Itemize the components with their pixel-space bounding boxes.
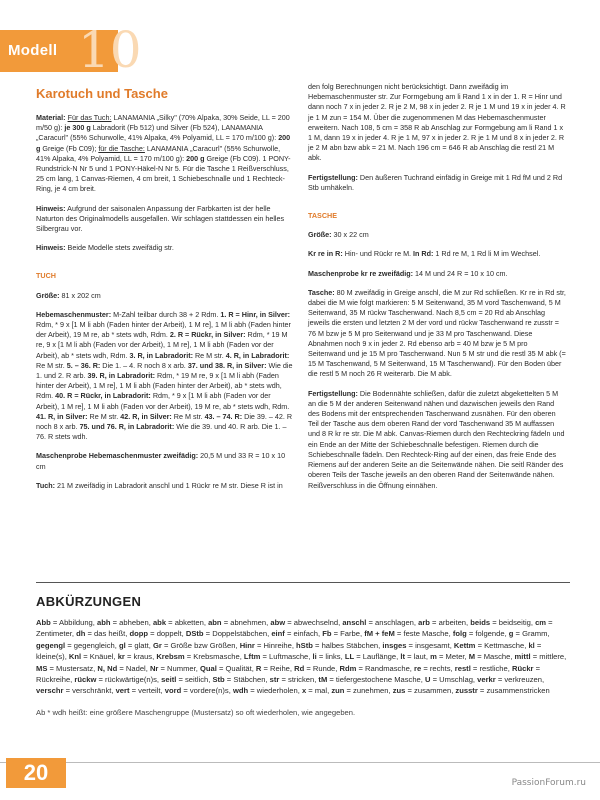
abbreviation-term: zusstr (455, 686, 478, 696)
abbreviation-item: zusstr = zusammenstricken (455, 686, 550, 696)
fert-text: Den äußeren Tuchrand einfädig in Greige mit 1 Rd fM und 2 Rd Stb umhäkeln. (308, 172, 563, 192)
abbreviation-item: M = Masche, (468, 652, 515, 662)
watermark: PassionForum.ru (511, 778, 586, 788)
heb-text: M-Zahl teilbar durch 38 + 2 Rdm. (111, 309, 221, 319)
abbreviation-term: dopp (129, 629, 149, 639)
tuch-label: Tuch: (36, 480, 56, 490)
abbreviation-item: Rd = Runde, (294, 663, 340, 673)
heb-text: Wie die 1. und 2. R arb. (36, 360, 293, 381)
abbreviation-item: verkr = verkreuzen, (477, 675, 545, 685)
abbreviation-item: einf = einfach, (271, 629, 323, 639)
material-tuch-label: Für das Tuch: (67, 113, 112, 122)
abbreviation-term: Fb (322, 629, 332, 639)
material-text: Greige (Fb C09). 1 PONY-Rundstrick-N Nr 5 und 1 PONY-Häkel-N Nr 5. Für die Tasche 1 Reißverschluss, 25 cm lang, 1 Canvas-Riemen, 4 cm breit, 1 Schiebeschnalle und 1 Rechteck-Ring, je 4 cm breit. (36, 153, 291, 194)
abbreviation-item: dh = das heißt, (76, 629, 130, 639)
heb-row: 40. R = Rückr, in Labradorit: (55, 391, 151, 401)
abbreviation-item: hStb = halbes Stäbchen, (296, 640, 383, 650)
abbreviation-item: abn = abnehmen, (208, 618, 271, 627)
abbreviation-item: LL = Lauflänge, (344, 652, 401, 662)
abbreviation-item: abh = abheben, (97, 618, 153, 627)
heb-text: Rdm, * 19 M re, 9 x [1 M li abh (Faden vor der Arbeit), 1 M re], 1 M li abh (Faden vor der Arbeit), ab * stets wdh, Rdm. (36, 330, 288, 360)
abbreviation-term: Qual (199, 663, 217, 673)
heb-text: Rdm, * 9 x [1 M li abh (Faden hinter der Arbeit), 1 M re], 1 M li abh (Faden hinter der Arbeit), 19 M re, ab * stets wdh, Rdm. (36, 320, 291, 340)
abbreviation-term: Kettm (453, 640, 476, 650)
mp-label: Maschenprobe kr re zweifädig: (308, 268, 414, 278)
abbreviation-item: Gr = Größe bzw Größen, (152, 640, 240, 650)
heb-row: 1. R = Hinr, in Silver: (220, 309, 291, 319)
heb-row: 3. R, in Labradorit: (129, 350, 193, 360)
abbreviation-term: beids (470, 618, 491, 627)
abbreviation-item: mittl = mittlere, (514, 652, 567, 662)
abbreviation-item: beids = beidseitig, (470, 618, 536, 627)
abbreviation-item: gegengl = gegengleich, (36, 640, 119, 650)
kr-label: Kr re in R: (308, 249, 343, 259)
abbreviation-term: wdh (232, 686, 249, 696)
heb-text: Die 39. – 42. R noch 8 x arb. (36, 411, 293, 432)
groesse-paragraph (36, 291, 294, 301)
heb-text: Die 1. – 4. R noch 8 x arb. (100, 360, 188, 370)
abbreviation-item: re = rechts, (414, 663, 455, 673)
maschenprobe-paragraph (308, 269, 566, 279)
tuch-heading: TUCH (36, 271, 56, 281)
abbreviation-term: abk (152, 618, 167, 627)
abbreviation-term: Knl (68, 652, 82, 662)
abbreviations-heading: ABKÜRZUNGEN (36, 594, 142, 609)
heb-row: 43. – 74. R: (204, 411, 243, 421)
abbreviation-item: arb = arbeiten, (418, 618, 471, 627)
abbreviation-term: cm (535, 618, 547, 627)
abbreviation-item: abk = abketten, (152, 618, 209, 627)
abbreviation-term: re (414, 663, 422, 673)
abbreviation-term: m (430, 652, 437, 662)
abbreviation-item: m = Meter, (430, 652, 469, 662)
abbreviation-item: cm = Zentimeter, (36, 618, 553, 639)
abbreviation-item: Fb = Farbe, (322, 629, 365, 639)
abbreviation-item: Knl = Knäuel, (68, 652, 118, 662)
abbreviation-item: li = links, (312, 652, 345, 662)
heb-row: 5. – 36. R: (66, 360, 101, 370)
abbreviation-item: Lftm = Luftmasche, (243, 652, 313, 662)
abbreviation-term: MS (36, 663, 48, 673)
abbreviation-term: abh (97, 618, 111, 627)
footer-line (0, 762, 600, 763)
tuch-paragraph (36, 481, 294, 491)
hinweis-paragraph (36, 204, 294, 235)
abbreviation-item: U = Umschlag, (425, 675, 478, 685)
abbreviation-term: Lftm (243, 652, 261, 662)
fert-text: Die Bodennähte schließen, dafür die zuletzt abgekettelten 5 M an die 5 M der anderen Seitenwand nähen und dazwischen jeweils den Rand des Bodens mit der entsprechenden Taschenwand zusnähen. Für den oberen Teil der Tasche aus dem oberen Rand der vord Taschenwand 35 M auffassen und 8 R kr re str. Die M abk. Canvas-Riemen durch den Rechteckring fädeln und ein Ende an der Mitte der Schiebeschnalle befestigen. Riemen durch die Schiebeschnalle fädeln. Den Rechteck-Ring auf der einen, das freie Ende des Riemens auf der anderen Seite an die Seitenwände nähen. Die seitl Ränder des oberen Teils der Tasche jeweils an den oberen Rand der Seitenwände nähen. Reißverschluss in die Öffnung einnähen. (308, 388, 565, 490)
abbreviation-item: abw = abwechselnd, (270, 618, 343, 627)
abbreviation-item: Abb = Abbildung, (36, 618, 97, 627)
kr-text: Hin- und Rückr re M. (342, 249, 414, 259)
hebemaschen-paragraph (36, 310, 294, 443)
abbreviation-term: insges (382, 640, 407, 650)
heb-text: Re M str. (87, 411, 121, 421)
abbreviation-item: Rdm = Randmasche, (339, 663, 415, 673)
heb-text: Re M str. (36, 360, 67, 370)
abbreviation-term: kl (528, 640, 535, 650)
abbreviation-item: zun = zunehmen, (331, 686, 393, 696)
abbreviation-term: abn (208, 618, 222, 627)
mp-text: 20,5 M und 33 R = 10 x 10 cm (36, 451, 286, 471)
tasche-heading: TASCHE (308, 211, 338, 221)
mp-label: Maschenprobe Hebemaschenmuster zweifädig: (36, 451, 199, 461)
abbreviations-list (36, 617, 570, 697)
page-number: 20 (6, 758, 66, 788)
fert-label: Fertigstellung: (308, 388, 358, 398)
heb-row: 2. R = Rückr, in Silver: (169, 330, 246, 340)
model-number: 10 (78, 21, 142, 79)
abbreviation-term: Rd (294, 663, 305, 673)
abbreviation-item: tM = tiefergestochene Masche, (318, 675, 426, 685)
heb-label: Hebemaschenmuster: (36, 309, 112, 319)
heb-row: 75. und 76. R, in Labradorit: (79, 422, 175, 432)
abbreviation-item: vert = verteilt, (115, 686, 165, 696)
heb-row: 37. und 38. R, in Silver: (187, 360, 267, 370)
material-amount: 200 g (36, 133, 291, 153)
abbreviation-term: zus (392, 686, 406, 696)
heb-text: Re M str. (171, 411, 205, 421)
abbreviation-item: anschl = anschlagen, (342, 618, 419, 627)
abbreviation-item: Krebsm = Krebsmasche, (156, 652, 244, 662)
tasche-label: Tasche: (308, 287, 335, 297)
tasche-paragraph (308, 288, 566, 380)
abbreviation-term: Rdm (339, 663, 357, 673)
heb-text: Rdm, * 19 M re, 9 x [1 M li abh (Faden hinter der Arbeit), 1 M re], 1 M li abh (Faden hinter der Arbeit), ab * stets wdh, Rdm. (36, 371, 282, 401)
abbreviation-item: restl = restliche, (454, 663, 512, 673)
material-text: LANAMANIA „Caracurl" (55% Schurwolle, 41% Alpaka, 4% Polyamid, LL = 170 m/100 g): (36, 143, 281, 163)
abbreviation-term: R (255, 663, 262, 673)
abbreviation-term: DStb (185, 629, 204, 639)
abbreviation-term: folg (452, 629, 467, 639)
section-divider (36, 582, 570, 583)
kr-label: In Rd: (413, 249, 434, 259)
mp-text: 14 M und 24 R = 10 x 10 cm. (413, 268, 508, 278)
abbreviation-item: vord = vordere(n)s, (164, 686, 233, 696)
abbreviation-term: Abb (36, 618, 51, 627)
abbreviation-item: g = Gramm, (508, 629, 550, 639)
groesse-label: Größe: (36, 290, 60, 300)
abbreviation-term: N, Nd (97, 663, 118, 673)
abbreviation-item: Rückr = Rückreihe, (36, 663, 541, 685)
material-amount: 200 g (186, 153, 205, 163)
abbreviation-item: wdh = wiederholen, (232, 686, 302, 696)
abbreviation-term: kr (117, 652, 125, 662)
tuch-continued-paragraph: den folg Berechnungen nicht berücksichtigt. Dann zweifädig im Hebemaschenmuster str. Zur Formgebung am li Rand 1 x in der 1. R = Hinr und dann noch 7 x in jeder 2. R je 2 M, 98 x in jeder 2. R je 1 M und 19 x in jeder 4. R je 1 M zun = 154 M. Über die zugenommenen M das Hebemaschenmuster erweitern. Nach 108, 5 cm = 358 R ab Anschlag zur Formgebung am li Rand 1 x 1 M, dann 19 x in jeder 4. R je 1 M, 97 x in jeder 2. R je 1 M und 8 x in jeder 2. R je 2 M abn bzw abk = 21 M. Nach 196 cm = 646 R ab Anschlag die restl 21 M abk. (308, 82, 566, 163)
abbreviation-term: U (425, 675, 431, 685)
abbreviation-item: DStb = Doppelstäbchen, (185, 629, 272, 639)
abbreviation-item: kr = kraus, (117, 652, 157, 662)
abbreviation-term: lt (400, 652, 405, 662)
heb-row: 42. R, in Silver: (120, 411, 172, 421)
abbreviation-term: li (312, 652, 317, 662)
material-text: Greige (Fb C09); (40, 143, 99, 153)
left-column (36, 82, 294, 500)
abbreviation-term: LL (344, 652, 355, 662)
heb-text: Re M str. (192, 350, 226, 360)
abbreviation-term: fM + feM (364, 629, 395, 639)
abbreviation-item: Kettm = Kettmasche, (453, 640, 529, 650)
abbreviation-term: Rückr (511, 663, 534, 673)
fert-label: Fertigstellung: (308, 172, 358, 182)
abbreviation-term: abw (270, 618, 286, 627)
abbreviation-item: fM + feM = feste Masche, (364, 629, 453, 639)
material-amount: je 300 g (64, 123, 91, 133)
tasche-text: 80 M zweifädig in Greige anschl, die M zur Rd schließen. Kr re in Rd str, dabei die M wie folgt markieren: 5 M Seitenwand, 35 M vord Taschenwand, 5 M Seitenwand, 35 M rückw Taschenwand. Nach 8,5 cm = 20 Rd ab Anschlag jeweils die ersten und letzten 2 M der vord und rückw Taschenwand re zusstr = 76 M bzw je 5 M pro Seitenwand und je 33 M pro Taschenwand. Diese Abnahmen noch 9 x in jeder 2. Rd ebenso arb = 40 M bzw je 5 M pro Seitenwand und je 15 M pro Taschenwand. Nun 5 M str und die restl 35 M abk (= 15 M Taschenwand, 5 M Seitenwand, 15 M Taschenwand). Für den Boden über die restl 5 M noch 26 R weiterarb. Die M abk. (308, 287, 566, 379)
fertigstellung-tasche-paragraph (308, 389, 566, 491)
abbreviation-item: gl = glatt, (118, 640, 153, 650)
abbreviation-term: vert (115, 686, 130, 696)
groesse-paragraph (308, 230, 566, 240)
abbreviation-item: dopp = doppelt, (129, 629, 186, 639)
heb-text: Rdm, * 9 x [1 M li abh (Faden vor der Arbeit), 1 M re], 1 M li abh (Faden vor der Arbeit), 19 M re, ab * stets wdh, Rdm. (36, 391, 290, 411)
groesse-text: 81 x 202 cm (59, 290, 101, 300)
abbreviation-term: Krebsm (156, 652, 185, 662)
abbreviation-term: Stb (212, 675, 225, 685)
abbreviation-term: str (269, 675, 280, 685)
abbreviation-term: hStb (296, 640, 313, 650)
abbreviation-term: anschl (342, 618, 367, 627)
hinweis-paragraph (36, 243, 294, 253)
abbreviation-item: R = Reihe, (255, 663, 295, 673)
heb-text: Wie die 39. und 40. R arb. Die 1. – 76. R stets wdh. (36, 422, 287, 442)
abbreviation-item: rückw = rückwärtige(n)s, (74, 675, 162, 685)
abbreviations-note: Ab * wdh heißt: eine größere Maschengruppe (Mustersatz) so oft wiederholen, wie angegeben. (36, 707, 356, 717)
abbreviation-term: x (301, 686, 307, 696)
model-header (0, 21, 142, 79)
abbreviation-item: zus = zusammen, (392, 686, 456, 696)
abbreviation-item: folg = folgende, (452, 629, 509, 639)
groesse-text: 30 x 22 cm (331, 230, 369, 240)
abbreviation-term: verschr (36, 686, 64, 696)
hinweis-text: Aufgrund der saisonalen Anpassung der Farbkarten ist der helle Naturton des Originalmodells ausgefallen. Wir schlagen stattdessen ein helles Silbergrau vor. (36, 203, 285, 234)
tuch-text: 21 M zweifädig in Labradorit anschl und 1 Rückr re M str. Diese R ist in (55, 480, 283, 490)
abbreviation-item: MS = Mustersatz, (36, 663, 98, 673)
abbreviation-item: Nr = Nummer, (149, 663, 200, 673)
abbreviation-item: x = mal, (301, 686, 332, 696)
abbreviation-item: str = stricken, (269, 675, 319, 685)
abbreviation-term: seitl (161, 675, 177, 685)
material-tasche-label: für die Tasche: (98, 143, 145, 153)
hinweis-text: Beide Modelle stets zweifädig str. (65, 243, 174, 253)
abbreviation-item: verschr = verschränkt, (36, 686, 116, 696)
right-column (308, 82, 566, 500)
abbreviation-item: Stb = Stäbchen, (212, 675, 270, 685)
abbreviation-item: insges = insgesamt, (382, 640, 454, 650)
fertigstellung-tuch-paragraph (308, 173, 566, 193)
heb-row: 4. R, in Labradorit: (225, 350, 290, 360)
abbreviation-term: Nr (149, 663, 159, 673)
abbreviation-item: Hinr = Hinreihe, (239, 640, 297, 650)
kr-text: 1 Rd re M, 1 Rd li M im Wechsel. (433, 249, 541, 259)
hinweis-label: Hinweis: (36, 203, 66, 213)
abbreviation-term: rückw (74, 675, 97, 685)
groesse-label: Größe: (308, 230, 332, 240)
material-paragraph (36, 113, 294, 195)
page-title: Karotuch und Tasche (36, 86, 168, 101)
material-label: Material: (36, 113, 66, 122)
abbreviation-term: Gr (152, 640, 162, 650)
abbreviation-term: restl (454, 663, 471, 673)
abbreviation-term: vord (164, 686, 182, 696)
material-text: LANAMANIA „Silky" (70% Alpaka, 30% Seide, LL = 200 m/50 g): (36, 113, 290, 133)
abbreviation-item: N, Nd = Nadel, (97, 663, 150, 673)
abbreviation-term: einf (271, 629, 285, 639)
abbreviation-term: gegengl (36, 640, 66, 650)
heb-row: 39. R, in Labradorit: (87, 371, 156, 381)
abbreviation-term: Hinr (239, 640, 255, 650)
abbreviation-item: lt = laut, (400, 652, 431, 662)
abbreviation-term: dh (76, 629, 86, 639)
model-label: Modell (8, 42, 58, 59)
abbreviation-term: zun (331, 686, 345, 696)
maschenprobe-paragraph (36, 451, 294, 471)
abbreviation-term: mittl (514, 652, 531, 662)
heb-row: 41. R, in Silver: (36, 411, 88, 421)
abbreviation-item: seitl = seitlich, (161, 675, 213, 685)
abbreviations-section (36, 594, 570, 718)
abbreviation-term: tM (318, 675, 328, 685)
abbreviation-term: M (468, 652, 476, 662)
material-text: Labradorit (Fb 512) und Silver (Fb 524), LANAMANIA „Caracurl" (55% Schurwolle, 41% Alpaka, 4% Polyamid, LL = 170 m/100 g): (36, 123, 279, 143)
abbreviation-item: Qual = Qualität, (199, 663, 256, 673)
abbreviation-term: verkr (477, 675, 496, 685)
abbreviation-term: g (508, 629, 514, 639)
kraus-paragraph (308, 249, 566, 259)
hinweis-label: Hinweis: (36, 243, 66, 253)
abbreviation-term: gl (118, 640, 126, 650)
abbreviation-item: kl = kleine(s), (36, 640, 542, 662)
abbreviation-term: arb (418, 618, 430, 627)
